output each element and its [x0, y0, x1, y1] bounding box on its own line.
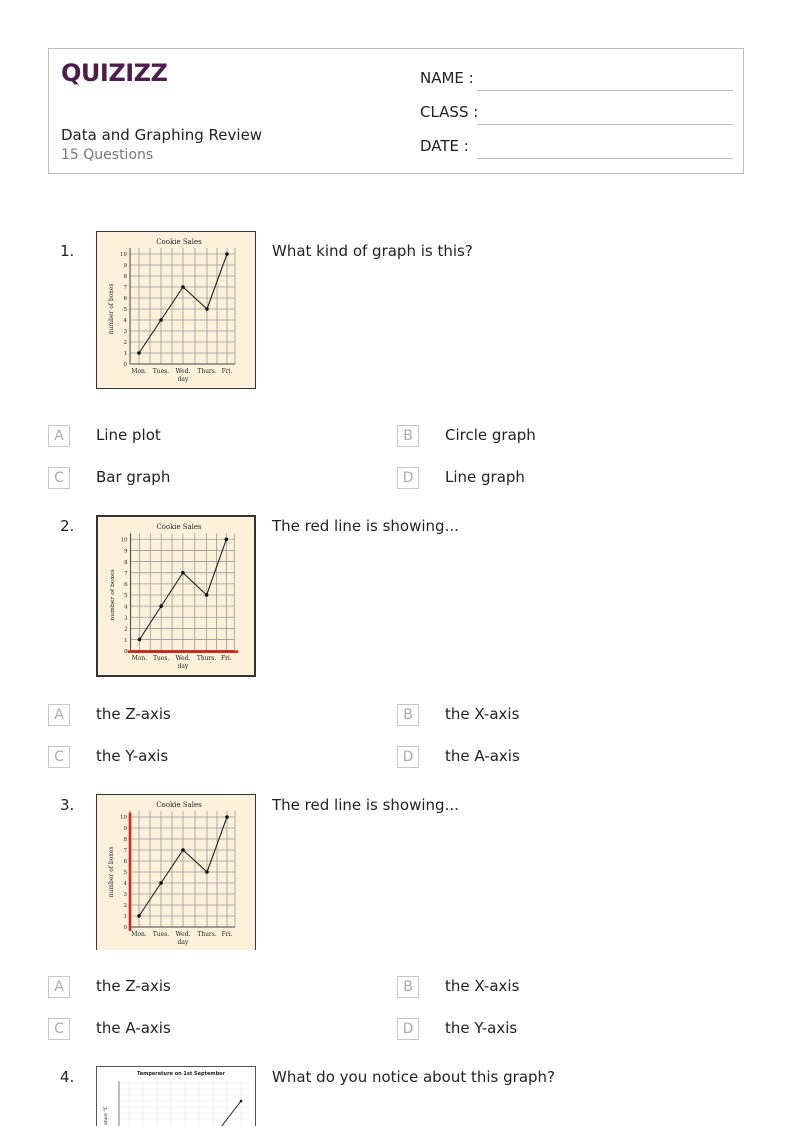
question-text: The red line is showing...: [272, 517, 459, 535]
option-text: the X-axis: [445, 705, 520, 723]
question-image: [96, 1066, 256, 1126]
y-tick-label: 3: [123, 329, 127, 336]
question-count: 15 Questions: [61, 147, 154, 163]
x-tick-label: Fri.: [221, 931, 233, 938]
option-letter: C: [48, 746, 70, 768]
question-image: [96, 794, 256, 950]
y-tick-label: 9: [123, 826, 127, 833]
x-tick-label: Mon.: [131, 654, 148, 662]
question-number: 1.: [60, 242, 75, 260]
temperature-data-point: [240, 1100, 243, 1103]
data-point: [205, 870, 209, 874]
x-tick-label: Thurs.: [197, 931, 217, 938]
option-letter: B: [397, 425, 419, 447]
y-tick-label: 3: [124, 615, 128, 622]
y-tick-label: 4: [123, 318, 127, 325]
date-field[interactable]: [420, 137, 733, 157]
y-tick-label: 2: [123, 340, 127, 347]
x-tick-label: Thurs.: [197, 368, 217, 375]
question-image: [96, 515, 256, 677]
data-point: [225, 815, 229, 819]
data-point: [159, 881, 163, 885]
date-label: DATE :: [420, 137, 469, 155]
temperature-series-line: [221, 1101, 241, 1126]
y-tick-label: 7: [124, 570, 128, 577]
y-tick-label: 10: [120, 252, 127, 259]
x-tick-label: Fri.: [220, 654, 232, 662]
option-text: the Z-axis: [96, 705, 171, 723]
data-point: [159, 604, 163, 608]
y-axis-label: number of boxes: [108, 569, 116, 621]
data-point: [181, 285, 185, 289]
y-tick-label: 5: [123, 307, 127, 314]
cookie-sales-graph: [97, 795, 255, 950]
y-tick-label: 2: [124, 626, 128, 633]
x-tick-label: Wed.: [175, 368, 191, 375]
x-tick-label: Fri.: [221, 368, 233, 375]
class-label: CLASS :: [420, 103, 479, 121]
question-image: [96, 231, 256, 389]
data-point: [205, 307, 209, 311]
option-text: Line graph: [445, 468, 525, 486]
y-tick-label: 8: [123, 837, 127, 844]
x-axis-label: day: [177, 662, 189, 670]
y-tick-label: 10: [120, 537, 128, 544]
y-tick-label: 2: [123, 903, 127, 910]
name-field[interactable]: [420, 69, 733, 89]
option-text: the A-axis: [96, 1019, 171, 1037]
class-line: [477, 124, 733, 125]
y-tick-label: 9: [123, 263, 127, 270]
option-letter: A: [48, 425, 70, 447]
question-number: 2.: [60, 517, 75, 535]
option-text: the Y-axis: [445, 1019, 518, 1037]
x-tick-label: Wed.: [175, 931, 191, 938]
graph-title: Cookie Sales: [156, 523, 202, 532]
data-point: [181, 571, 185, 575]
data-point: [138, 638, 142, 642]
x-tick-label: Mon.: [131, 931, 147, 938]
data-point: [137, 351, 141, 355]
y-tick-label: 0: [123, 362, 127, 369]
question-number: 4.: [60, 1068, 75, 1086]
y-tick-label: 1: [123, 914, 127, 921]
date-line: [477, 158, 733, 159]
data-point: [225, 252, 229, 256]
option-text: Circle graph: [445, 426, 536, 444]
x-axis-label: day: [177, 376, 189, 383]
data-point: [137, 914, 141, 918]
cookie-sales-graph: [98, 517, 254, 675]
x-axis-label: day: [177, 939, 189, 946]
y-tick-label: 9: [124, 548, 128, 555]
x-tick-label: Tues.: [153, 654, 170, 662]
option-text: Line plot: [96, 426, 161, 444]
quizizz-logo: QUIZIZZ: [61, 59, 168, 87]
y-tick-label: 8: [124, 559, 128, 566]
y-tick-label: 5: [124, 593, 128, 600]
data-point: [159, 318, 163, 322]
temperature-graph: [97, 1067, 255, 1126]
name-line: [477, 90, 733, 91]
temperature-graph-title: Temperature on 1st September: [136, 1071, 226, 1077]
data-point: [181, 848, 185, 852]
option-letter: D: [397, 467, 419, 489]
option-text: the A-axis: [445, 747, 520, 765]
y-tick-label: 5: [123, 870, 127, 877]
y-tick-label: 3: [123, 892, 127, 899]
y-tick-label: 1: [124, 637, 128, 644]
option-text: the Y-axis: [96, 747, 169, 765]
option-letter: A: [48, 704, 70, 726]
worksheet-title: Data and Graphing Review: [61, 126, 263, 144]
x-tick-label: Tues.: [152, 368, 170, 375]
worksheet-header: [48, 48, 744, 174]
option-text: the Z-axis: [96, 977, 171, 995]
temperature-graph-ylabel: ature °C: [104, 1106, 109, 1125]
option-letter: B: [397, 976, 419, 998]
option-letter: A: [48, 976, 70, 998]
option-letter: B: [397, 704, 419, 726]
option-letter: C: [48, 467, 70, 489]
y-tick-label: 1: [123, 351, 127, 358]
class-field[interactable]: [420, 103, 733, 123]
option-text: the X-axis: [445, 977, 520, 995]
y-tick-label: 7: [123, 848, 127, 855]
y-tick-label: 4: [123, 881, 127, 888]
graph-title: Cookie Sales: [156, 801, 202, 809]
data-point: [225, 537, 229, 541]
y-tick-label: 8: [123, 274, 127, 281]
y-tick-label: 6: [123, 296, 127, 303]
y-tick-label: 6: [124, 582, 128, 589]
cookie-sales-graph: [97, 232, 255, 388]
option-letter: C: [48, 1018, 70, 1040]
y-axis-label: number of boxes: [108, 283, 115, 335]
name-label: NAME :: [420, 69, 474, 87]
y-tick-label: 6: [123, 859, 127, 866]
y-tick-label: 4: [124, 604, 128, 611]
x-tick-label: Thurs.: [196, 654, 217, 662]
question-number: 3.: [60, 796, 75, 814]
y-tick-label: 0: [124, 648, 128, 655]
x-tick-label: Tues.: [152, 931, 170, 938]
question-text: What do you notice about this graph?: [272, 1068, 556, 1086]
x-tick-label: Mon.: [131, 368, 147, 375]
option-letter: D: [397, 1018, 419, 1040]
question-text: What kind of graph is this?: [272, 242, 473, 260]
temperature-grid: [119, 1081, 249, 1126]
question-text: The red line is showing...: [272, 796, 459, 814]
y-tick-label: 10: [120, 815, 127, 822]
option-text: Bar graph: [96, 468, 171, 486]
y-tick-label: 0: [123, 925, 127, 932]
y-tick-label: 7: [123, 285, 127, 292]
x-tick-label: Wed.: [175, 654, 191, 662]
y-axis-label: number of boxes: [108, 846, 115, 898]
data-point: [205, 593, 209, 597]
option-letter: D: [397, 746, 419, 768]
graph-title: Cookie Sales: [156, 238, 202, 246]
